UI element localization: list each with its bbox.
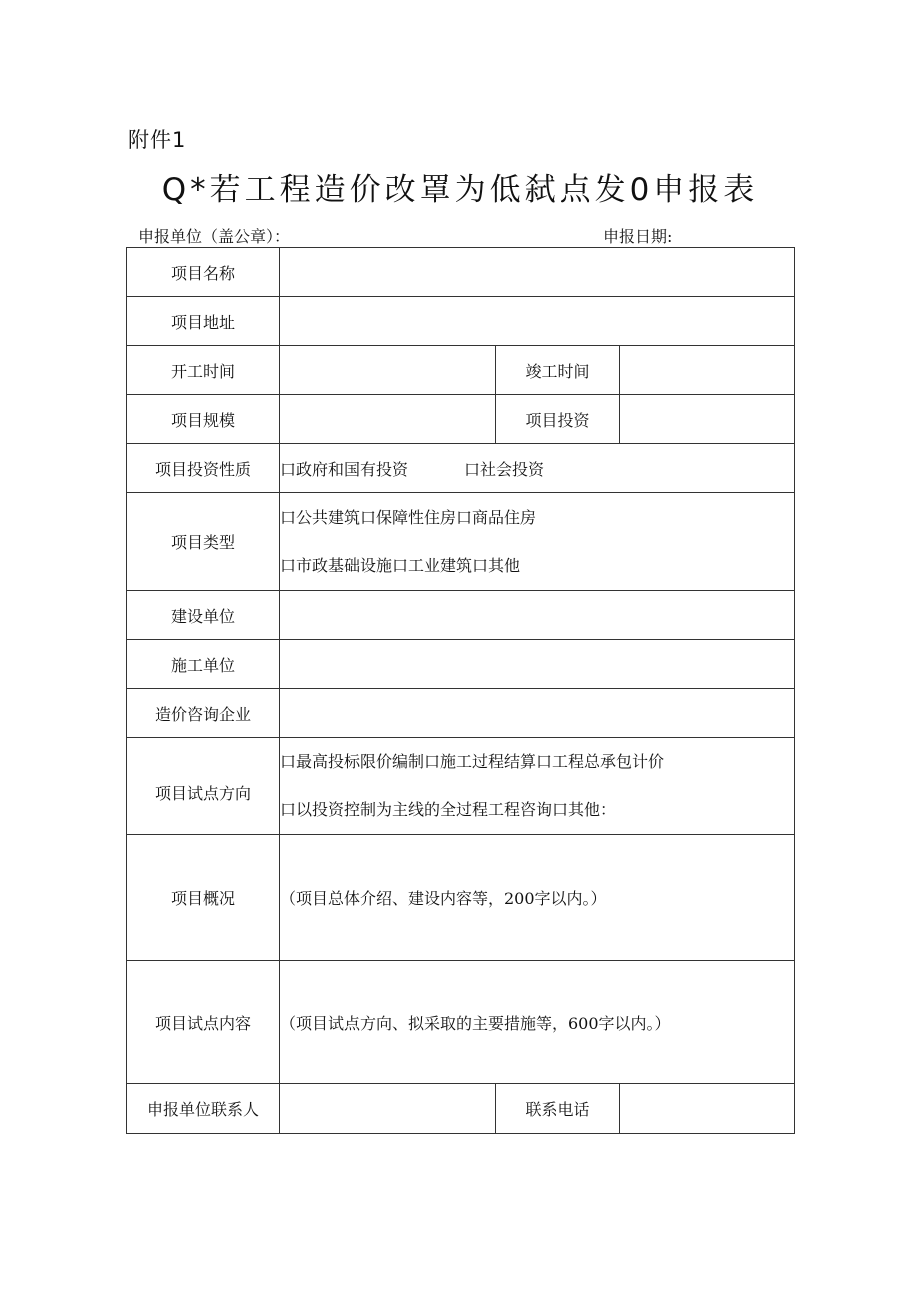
pilot-content-field[interactable]: （项目试点方向、拟采取的主要措施等，600字以内。）: [280, 961, 795, 1084]
row-project-type: [127, 493, 795, 591]
contact-phone-field[interactable]: [620, 1084, 795, 1134]
start-time-field[interactable]: [280, 346, 496, 395]
pilot-direction-options: [280, 738, 795, 835]
project-scale-field[interactable]: [280, 395, 496, 444]
row-builder-unit: [127, 640, 795, 689]
option-government-investment[interactable]: 口政府和国有投资: [280, 459, 409, 479]
pilot-content-label: 项目试点内容: [127, 961, 280, 1084]
project-type-label: 项目类型: [127, 493, 280, 591]
investment-nature-options: [280, 444, 795, 493]
row-pilot-direction: [127, 738, 795, 835]
row-scale-investment: [127, 395, 795, 444]
completion-time-label: 竣工时间: [496, 346, 620, 395]
overview-label: 项目概况: [127, 835, 280, 961]
row-cost-consulting: [127, 689, 795, 738]
application-date-label: 申报日期:: [603, 227, 673, 246]
row-dates: [127, 346, 795, 395]
row-project-name: [127, 248, 795, 297]
row-overview: [127, 835, 795, 961]
builder-unit-label: 施工单位: [127, 640, 280, 689]
pilot-direction-options-line1[interactable]: 口最高投标限价编制口施工过程结算口工程总承包计价: [280, 752, 665, 771]
row-construction-unit: [127, 591, 795, 640]
construction-unit-field[interactable]: [280, 591, 795, 640]
contact-person-label: 申报单位联系人: [127, 1084, 280, 1134]
project-scale-label: 项目规模: [127, 395, 280, 444]
form-title: Q*若工程造价改罩为低弑点发0申报表: [161, 172, 759, 208]
investment-nature-label: 项目投资性质: [127, 444, 280, 493]
project-name-field[interactable]: [280, 248, 795, 297]
project-address-label: 项目地址: [127, 297, 280, 346]
row-contact: [127, 1084, 795, 1134]
overview-field[interactable]: （项目总体介绍、建设内容等，200字以内。）: [280, 835, 795, 961]
project-type-options-line1[interactable]: 口公共建筑口保障性住房口商品住房: [280, 507, 537, 527]
builder-unit-field[interactable]: [280, 640, 795, 689]
option-social-investment[interactable]: 口社会投资: [464, 459, 545, 479]
cost-consulting-label: 造价咨询企业: [127, 689, 280, 738]
applicant-unit-label: 申报单位（盖公章）：: [138, 227, 291, 246]
start-time-label: 开工时间: [127, 346, 280, 395]
row-pilot-content: [127, 961, 795, 1084]
attachment-number: 附件1: [128, 128, 187, 152]
project-type-options: [280, 493, 795, 591]
row-project-address: [127, 297, 795, 346]
application-form-table: [126, 247, 795, 1134]
contact-person-field[interactable]: [280, 1084, 496, 1134]
project-address-field[interactable]: [280, 297, 795, 346]
row-investment-nature: [127, 444, 795, 493]
construction-unit-label: 建设单位: [127, 591, 280, 640]
project-name-label: 项目名称: [127, 248, 280, 297]
project-investment-field[interactable]: [620, 395, 795, 444]
project-type-options-line2[interactable]: 口市政基础设施口工业建筑口其他: [280, 555, 521, 575]
pilot-direction-label: 项目试点方向: [127, 738, 280, 835]
project-investment-label: 项目投资: [496, 395, 620, 444]
pilot-direction-options-line2[interactable]: 口以投资控制为主线的全过程工程咨询口其他：: [280, 800, 617, 819]
completion-time-field[interactable]: [620, 346, 795, 395]
cost-consulting-field[interactable]: [280, 689, 795, 738]
contact-phone-label: 联系电话: [496, 1084, 620, 1134]
